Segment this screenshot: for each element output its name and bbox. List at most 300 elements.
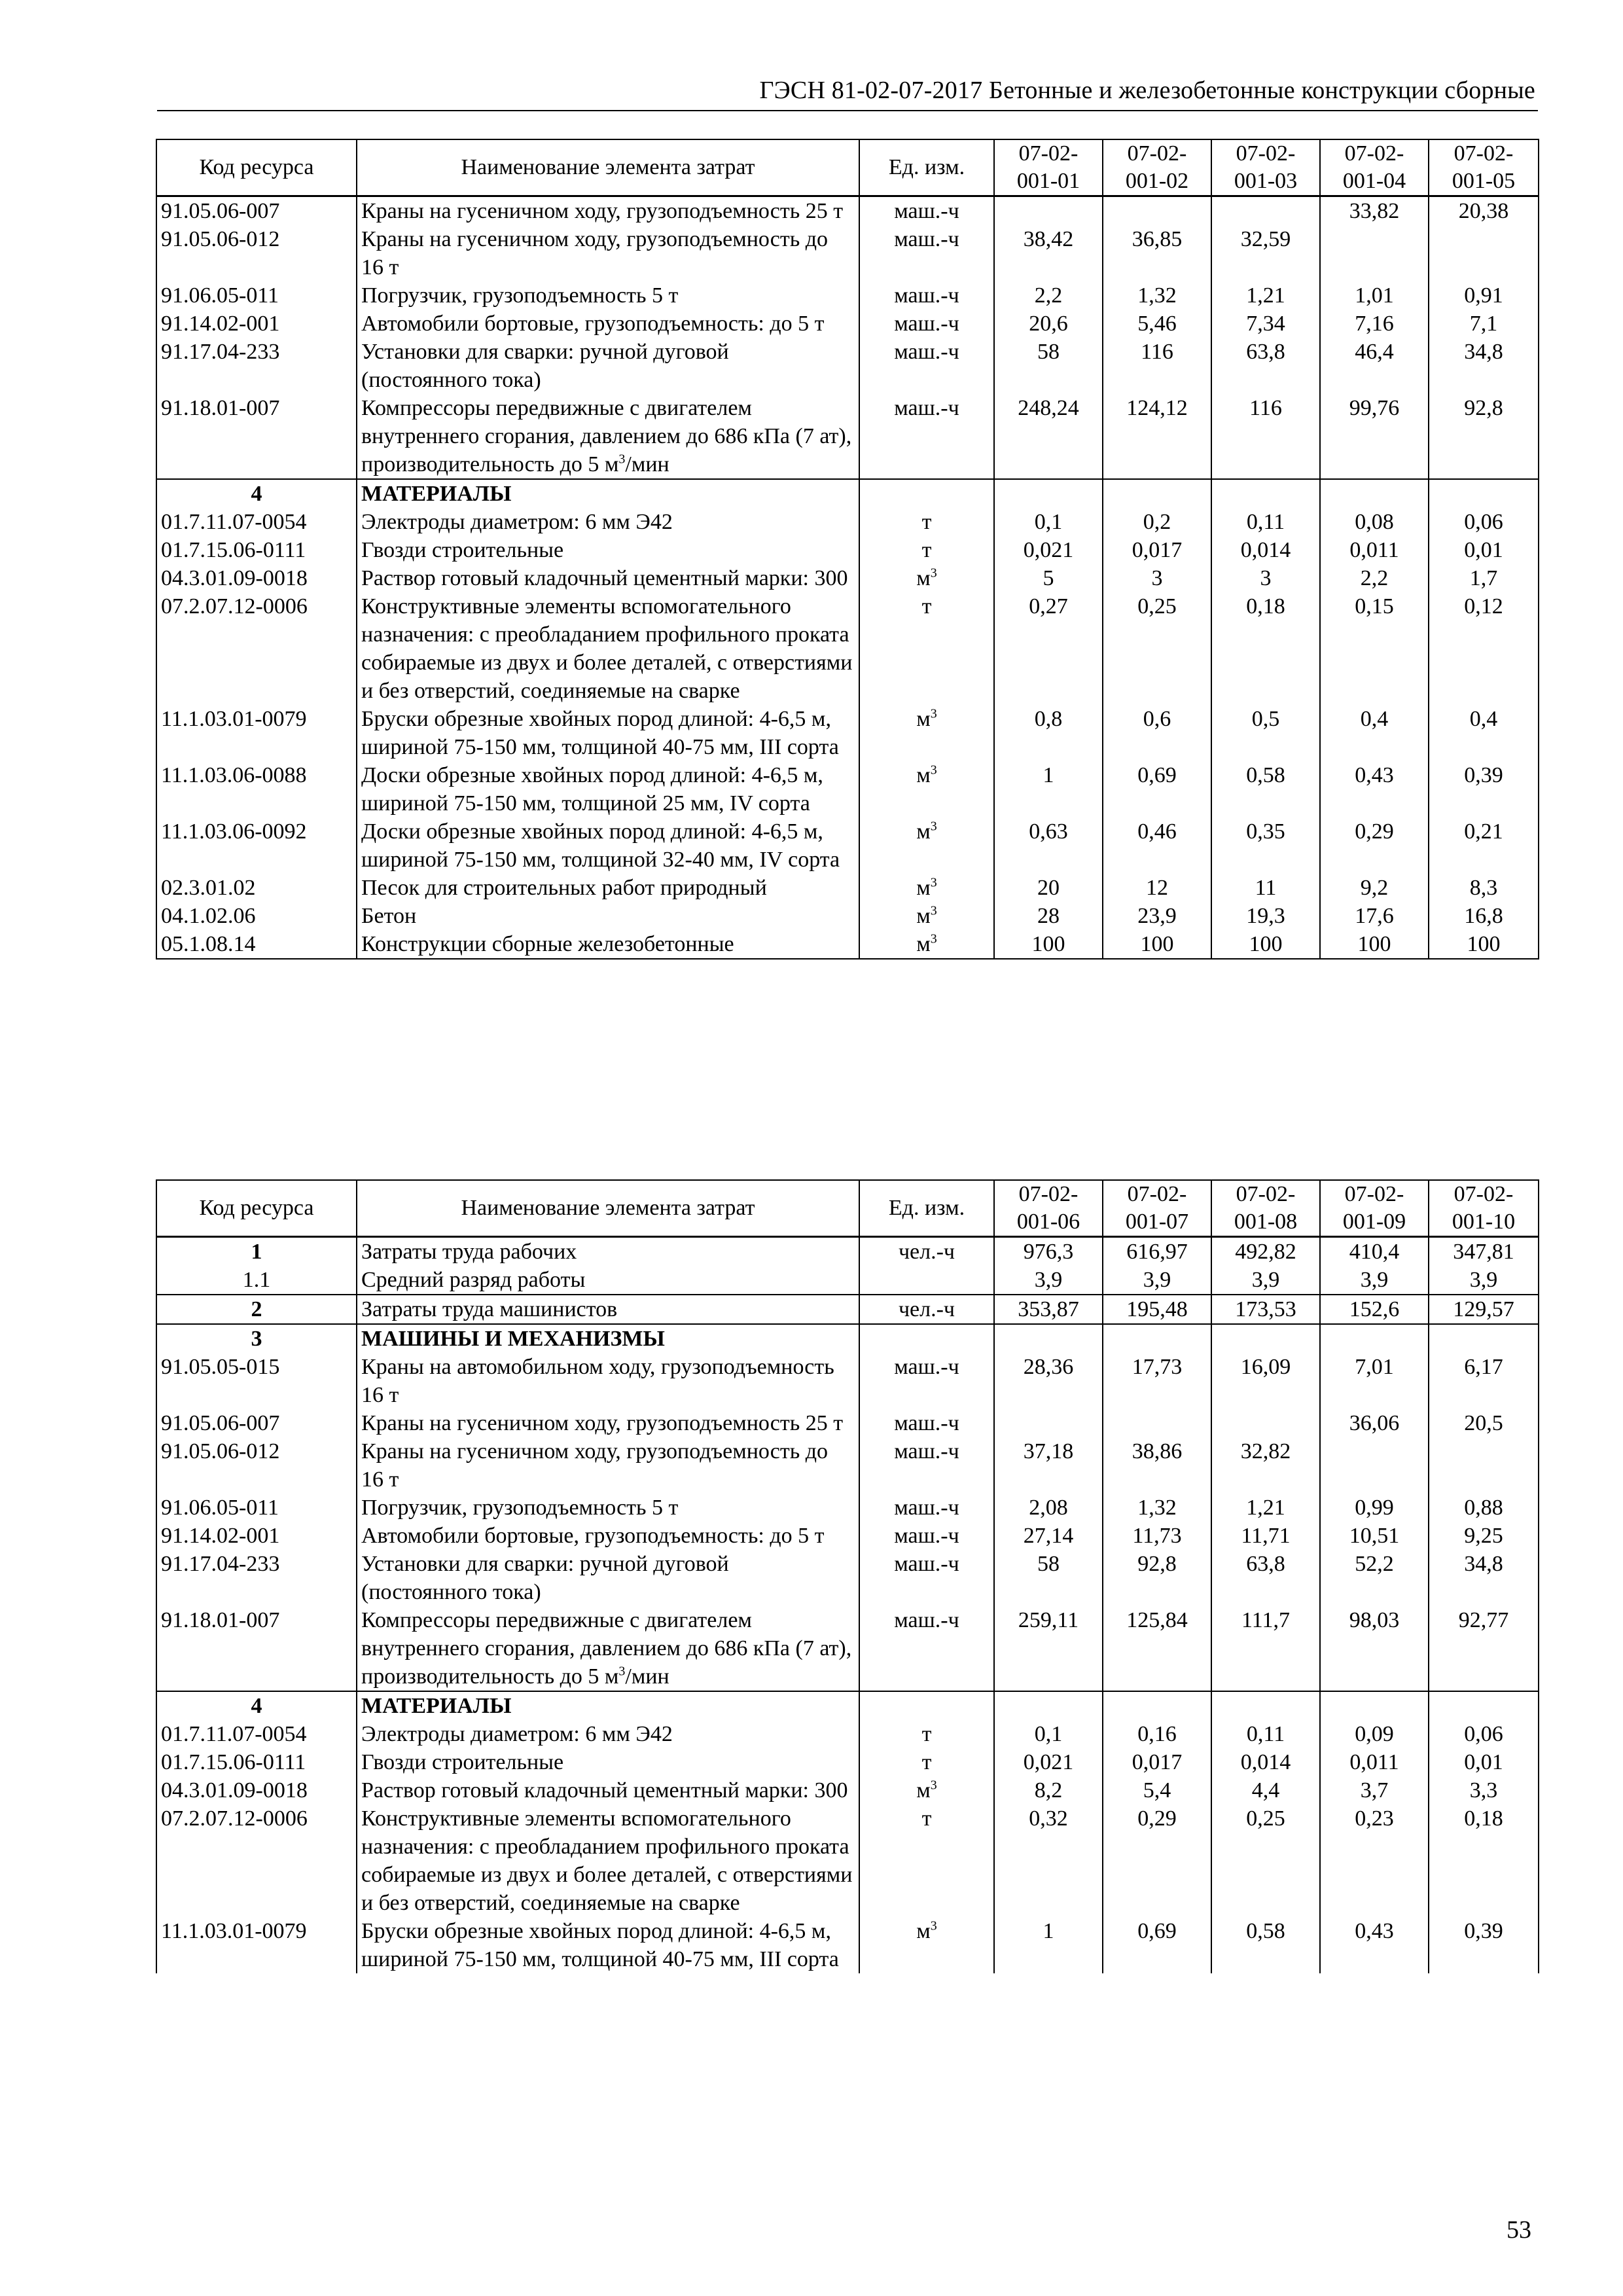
norm-value: 4,4 [1211, 1776, 1320, 1804]
table-row [156, 281, 1539, 310]
norm-value: 5 [994, 564, 1103, 592]
resource-code: 3 [156, 1324, 357, 1353]
table-row [156, 874, 1539, 902]
resource-unit: $м^3$ [859, 564, 994, 592]
table-header-row [156, 139, 1539, 196]
resource-unit: маш.-ч [859, 1437, 994, 1494]
table-row [156, 1494, 1539, 1522]
norm-value: 20,38 [1429, 196, 1539, 226]
resource-code: 2 [156, 1295, 357, 1324]
resource-name: Установки для сварки: ручной дуговой (постоянного тока) [357, 338, 859, 394]
norm-value: 99,76 [1320, 394, 1429, 479]
resource-name: Конструкции сборные железобетонные [357, 930, 859, 959]
resource-name: Электроды диаметром: 6 мм Э42 [357, 508, 859, 536]
norm-value: 0,011 [1320, 1748, 1429, 1776]
norm-value: 2,2 [1320, 564, 1429, 592]
norm-value: 27,14 [994, 1522, 1103, 1550]
norm-value [994, 196, 1103, 226]
norm-value: 125,84 [1103, 1606, 1211, 1691]
resource-unit [859, 1266, 994, 1295]
norm-value: 52,2 [1320, 1550, 1429, 1606]
norm-value: 0,25 [1103, 592, 1211, 705]
header-code: Код ресурса [156, 1180, 357, 1237]
norm-value: 33,82 [1320, 196, 1429, 226]
norm-value: 0,58 [1211, 761, 1320, 817]
table-row [156, 1550, 1539, 1606]
norm-value: 0,011 [1320, 536, 1429, 564]
norm-value: 17,6 [1320, 902, 1429, 930]
resource-code: 4 [156, 1691, 357, 1720]
resource-unit: маш.-ч [859, 1522, 994, 1550]
resource-name: МАТЕРИАЛЫ [357, 1691, 859, 1720]
resource-code: 04.3.01.09-0018 [156, 564, 357, 592]
norm-value: 0,25 [1211, 1804, 1320, 1917]
norm-value: 0,91 [1429, 281, 1539, 310]
norm-value: 38,86 [1103, 1437, 1211, 1494]
norm-value: 63,8 [1211, 338, 1320, 394]
norm-value: 3,9 [1320, 1266, 1429, 1295]
norm-value: 100 [994, 930, 1103, 959]
norm-value: 124,12 [1103, 394, 1211, 479]
table-row [156, 1295, 1539, 1324]
norm-value: 20,6 [994, 310, 1103, 338]
norm-value: 16,09 [1211, 1353, 1320, 1409]
norm-value: 173,53 [1211, 1295, 1320, 1324]
norm-value: 92,77 [1429, 1606, 1539, 1691]
table-row [156, 592, 1539, 705]
norm-value: 152,6 [1320, 1295, 1429, 1324]
norm-value [1429, 1691, 1539, 1720]
table-row [156, 1324, 1539, 1353]
norm-value: 7,34 [1211, 310, 1320, 338]
norm-value: 0,11 [1211, 1720, 1320, 1748]
resource-code: 4 [156, 479, 357, 508]
norm-value: 1,01 [1320, 281, 1429, 310]
norm-value: 9,25 [1429, 1522, 1539, 1550]
table-row [156, 1409, 1539, 1437]
resource-unit: $м^3$ [859, 761, 994, 817]
table-row [156, 508, 1539, 536]
resource-name: МАШИНЫ И МЕХАНИЗМЫ [357, 1324, 859, 1353]
norm-value: 0,69 [1103, 1917, 1211, 1973]
resource-code: 11.1.03.01-0079 [156, 705, 357, 761]
norm-value [994, 479, 1103, 508]
table-row [156, 338, 1539, 394]
norm-value: 976,3 [994, 1237, 1103, 1266]
norm-value [1320, 1324, 1429, 1353]
resource-unit: маш.-ч [859, 310, 994, 338]
norm-value: 63,8 [1211, 1550, 1320, 1606]
norm-value: 0,27 [994, 592, 1103, 705]
norm-value: 38,42 [994, 225, 1103, 281]
norm-value: 9,2 [1320, 874, 1429, 902]
resource-unit: $м^3$ [859, 705, 994, 761]
norm-value: 0,12 [1429, 592, 1539, 705]
norm-value: 1,21 [1211, 1494, 1320, 1522]
norm-value: 0,4 [1320, 705, 1429, 761]
norm-value [1211, 1409, 1320, 1437]
norm-value: 8,2 [994, 1776, 1103, 1804]
resource-name: Автомобили бортовые, грузоподъемность: до 5 т [357, 1522, 859, 1550]
resource-name: Затраты труда машинистов [357, 1295, 859, 1324]
resource-code: 04.3.01.09-0018 [156, 1776, 357, 1804]
resource-name: Раствор готовый кладочный цементный марки: 300 [357, 1776, 859, 1804]
resource-code: 91.05.06-012 [156, 225, 357, 281]
norm-value: 100 [1429, 930, 1539, 959]
norm-value: 3,9 [1429, 1266, 1539, 1295]
norm-value: 0,01 [1429, 1748, 1539, 1776]
norm-value: 100 [1320, 930, 1429, 959]
resource-unit: маш.-ч [859, 281, 994, 310]
norm-value: 0,29 [1103, 1804, 1211, 1917]
header-name: Наименование элемента затрат [357, 139, 859, 196]
resource-code: 91.17.04-233 [156, 338, 357, 394]
norm-value [1429, 1437, 1539, 1494]
norm-value: 0,01 [1429, 536, 1539, 564]
resource-unit: маш.-ч [859, 1494, 994, 1522]
table-row [156, 1522, 1539, 1550]
resource-code: 01.7.11.07-0054 [156, 1720, 357, 1748]
resource-unit [859, 479, 994, 508]
norm-value: 36,85 [1103, 225, 1211, 281]
header-unit: Ед. изм. [859, 139, 994, 196]
table-row [156, 196, 1539, 226]
norm-value: 23,9 [1103, 902, 1211, 930]
norm-value: 3,9 [994, 1266, 1103, 1295]
table-row [156, 1606, 1539, 1691]
resource-unit: маш.-ч [859, 394, 994, 479]
norm-value [1103, 1324, 1211, 1353]
document-title: ГЭСН 81-02-07-2017 Бетонные и железобетонные конструкции сборные [759, 77, 1535, 104]
norm-value [1103, 1409, 1211, 1437]
table-row [156, 902, 1539, 930]
norm-value: 92,8 [1429, 394, 1539, 479]
norm-value: 347,81 [1429, 1237, 1539, 1266]
norm-value: 1,32 [1103, 1494, 1211, 1522]
resource-code: 91.14.02-001 [156, 310, 357, 338]
norm-value: 7,01 [1320, 1353, 1429, 1409]
table-row [156, 1691, 1539, 1720]
norm-value: 492,82 [1211, 1237, 1320, 1266]
resource-name: Краны на автомобильном ходу, грузоподъемность 16 т [357, 1353, 859, 1409]
resource-unit: маш.-ч [859, 1550, 994, 1606]
norm-value: 37,18 [994, 1437, 1103, 1494]
norm-value: 1 [994, 761, 1103, 817]
norm-value [1103, 1691, 1211, 1720]
table-row [156, 1437, 1539, 1494]
header-col: 07-02- 001-10 [1429, 1180, 1539, 1237]
table-row [156, 1237, 1539, 1266]
table-row [156, 479, 1539, 508]
resource-name: Краны на гусеничном ходу, грузоподъемность 25 т [357, 1409, 859, 1437]
norm-value [1211, 1691, 1320, 1720]
norm-value [1320, 1437, 1429, 1494]
norm-value: 92,8 [1103, 1550, 1211, 1606]
norm-value: 0,15 [1320, 592, 1429, 705]
norm-value: 1 [994, 1917, 1103, 1973]
resource-unit: маш.-ч [859, 1353, 994, 1409]
resource-code: 11.1.03.06-0088 [156, 761, 357, 817]
resource-code: 91.06.05-011 [156, 1494, 357, 1522]
norm-value: 0,014 [1211, 536, 1320, 564]
table-row [156, 761, 1539, 817]
header-col: 07-02- 001-04 [1320, 139, 1429, 196]
header-col: 07-02- 001-05 [1429, 139, 1539, 196]
table-row [156, 930, 1539, 959]
norm-value: 28,36 [994, 1353, 1103, 1409]
norm-value [1429, 1324, 1539, 1353]
resource-code: 01.7.11.07-0054 [156, 508, 357, 536]
norm-value: 12 [1103, 874, 1211, 902]
resource-unit: т [859, 1804, 994, 1917]
norm-value [994, 1691, 1103, 1720]
norm-value: 46,4 [1320, 338, 1429, 394]
resource-code: 07.2.07.12-0006 [156, 592, 357, 705]
resource-unit: маш.-ч [859, 1409, 994, 1437]
norm-value: 0,021 [994, 1748, 1103, 1776]
resource-name: Краны на гусеничном ходу, грузоподъемность 25 т [357, 196, 859, 226]
resource-unit: $м^3$ [859, 874, 994, 902]
resource-name: Конструктивные элементы вспомогательного назначения: с преобладанием профильного проката собираемые из двух и более деталей, с отверстиями и без отверстий, соединяемые на сварке [357, 1804, 859, 1917]
norm-value [1211, 196, 1320, 226]
resource-name: Конструктивные элементы вспомогательного назначения: с преобладанием профильного проката собираемые из двух и более деталей, с отверстиями и без отверстий, соединяемые на сварке [357, 592, 859, 705]
resource-unit: т [859, 1748, 994, 1776]
resource-unit: $м^3$ [859, 902, 994, 930]
resource-name: Раствор готовый кладочный цементный марки: 300 [357, 564, 859, 592]
table-row [156, 1353, 1539, 1409]
norm-value: 0,43 [1320, 1917, 1429, 1973]
norm-value [1429, 479, 1539, 508]
norm-value: 0,017 [1103, 536, 1211, 564]
resource-name: Бруски обрезные хвойных пород длиной: 4-6,5 м, шириной 75-150 мм, толщиной 40-75 мм, III сорта [357, 705, 859, 761]
resource-name: Компрессоры передвижные с двигателем внутреннего сгорания, давлением до 686 кПа (7 ат), производительность до 5 $м^3$/мин [357, 1606, 859, 1691]
norm-value: 353,87 [994, 1295, 1103, 1324]
header-col: 07-02- 001-08 [1211, 1180, 1320, 1237]
norm-value: 259,11 [994, 1606, 1103, 1691]
norm-value: 0,18 [1429, 1804, 1539, 1917]
norm-value: 0,18 [1211, 592, 1320, 705]
norm-value: 0,1 [994, 1720, 1103, 1748]
resource-unit: т [859, 508, 994, 536]
norm-value: 116 [1103, 338, 1211, 394]
norm-value: 1,21 [1211, 281, 1320, 310]
resource-code: 04.1.02.06 [156, 902, 357, 930]
resource-unit [859, 1324, 994, 1353]
norm-value [1103, 196, 1211, 226]
table-row [156, 1266, 1539, 1295]
resource-code: 11.1.03.06-0092 [156, 817, 357, 874]
resource-table-2 [156, 1179, 1539, 1973]
table-row [156, 1917, 1539, 1973]
table-row [156, 225, 1539, 281]
resource-name: Гвозди строительные [357, 536, 859, 564]
norm-value: 0,23 [1320, 1804, 1429, 1917]
norm-value: 0,1 [994, 508, 1103, 536]
norm-value: 0,11 [1211, 508, 1320, 536]
norm-value: 111,7 [1211, 1606, 1320, 1691]
norm-value: 0,58 [1211, 1917, 1320, 1973]
norm-value: 0,014 [1211, 1748, 1320, 1776]
header-col: 07-02- 001-09 [1320, 1180, 1429, 1237]
resource-code: 1 [156, 1237, 357, 1266]
norm-value: 7,1 [1429, 310, 1539, 338]
resource-code: 91.06.05-011 [156, 281, 357, 310]
resource-name: Погрузчик, грузоподъемность 5 т [357, 1494, 859, 1522]
resource-code: 02.3.01.02 [156, 874, 357, 902]
page-number: 53 [1507, 2216, 1531, 2244]
norm-value: 6,17 [1429, 1353, 1539, 1409]
resource-code: 91.05.06-012 [156, 1437, 357, 1494]
header-col: 07-02- 001-07 [1103, 1180, 1211, 1237]
resource-name: Краны на гусеничном ходу, грузоподъемность до 16 т [357, 1437, 859, 1494]
resource-unit: маш.-ч [859, 225, 994, 281]
resource-unit: чел.-ч [859, 1295, 994, 1324]
norm-value: 36,06 [1320, 1409, 1429, 1437]
resource-name: Автомобили бортовые, грузоподъемность: до 5 т [357, 310, 859, 338]
norm-value: 3,7 [1320, 1776, 1429, 1804]
resource-unit: $м^3$ [859, 930, 994, 959]
norm-value: 3 [1211, 564, 1320, 592]
norm-value [994, 1409, 1103, 1437]
norm-value: 410,4 [1320, 1237, 1429, 1266]
norm-value: 1,7 [1429, 564, 1539, 592]
resource-name: Компрессоры передвижные с двигателем внутреннего сгорания, давлением до 686 кПа (7 ат), производительность до 5 $м^3$/мин [357, 394, 859, 479]
norm-value: 0,46 [1103, 817, 1211, 874]
norm-value: 0,021 [994, 536, 1103, 564]
resource-name: Гвозди строительные [357, 1748, 859, 1776]
table-row [156, 1804, 1539, 1917]
resource-unit: маш.-ч [859, 338, 994, 394]
norm-value: 0,09 [1320, 1720, 1429, 1748]
norm-value: 0,08 [1320, 508, 1429, 536]
norm-value: 16,8 [1429, 902, 1539, 930]
norm-value: 100 [1211, 930, 1320, 959]
resource-unit: чел.-ч [859, 1237, 994, 1266]
resource-code: 91.18.01-007 [156, 1606, 357, 1691]
norm-value: 58 [994, 338, 1103, 394]
norm-value: 0,21 [1429, 817, 1539, 874]
norm-value [1103, 479, 1211, 508]
norm-value [1429, 225, 1539, 281]
resource-name: Электроды диаметром: 6 мм Э42 [357, 1720, 859, 1748]
document-header [157, 72, 1538, 111]
norm-value: 7,16 [1320, 310, 1429, 338]
norm-value: 28 [994, 902, 1103, 930]
norm-value: 1,32 [1103, 281, 1211, 310]
norm-value: 0,39 [1429, 761, 1539, 817]
table-row [156, 564, 1539, 592]
table-header-row [156, 1180, 1539, 1237]
norm-value: 0,88 [1429, 1494, 1539, 1522]
header-col: 07-02- 001-06 [994, 1180, 1103, 1237]
norm-value: 2,08 [994, 1494, 1103, 1522]
norm-value: 0,017 [1103, 1748, 1211, 1776]
table-row [156, 1748, 1539, 1776]
norm-value: 0,4 [1429, 705, 1539, 761]
norm-value: 2,2 [994, 281, 1103, 310]
norm-value: 0,06 [1429, 1720, 1539, 1748]
norm-value: 0,5 [1211, 705, 1320, 761]
resource-code: 91.18.01-007 [156, 394, 357, 479]
resource-code: 91.14.02-001 [156, 1522, 357, 1550]
norm-value: 8,3 [1429, 874, 1539, 902]
norm-value: 3,9 [1211, 1266, 1320, 1295]
header-unit: Ед. изм. [859, 1180, 994, 1237]
resource-code: 91.05.06-007 [156, 1409, 357, 1437]
resource-name: Бруски обрезные хвойных пород длиной: 4-6,5 м, шириной 75-150 мм, толщиной 40-75 мм, III сорта [357, 1917, 859, 1973]
resource-unit: $м^3$ [859, 817, 994, 874]
norm-value: 248,24 [994, 394, 1103, 479]
resource-unit: т [859, 536, 994, 564]
resource-code: 07.2.07.12-0006 [156, 1804, 357, 1917]
resource-unit: $м^3$ [859, 1917, 994, 1973]
norm-value: 0,8 [994, 705, 1103, 761]
norm-value: 19,3 [1211, 902, 1320, 930]
norm-value: 17,73 [1103, 1353, 1211, 1409]
norm-value: 0,06 [1429, 508, 1539, 536]
norm-value: 0,2 [1103, 508, 1211, 536]
resource-unit [859, 1691, 994, 1720]
resource-name: Установки для сварки: ручной дуговой (постоянного тока) [357, 1550, 859, 1606]
resource-code: 91.05.06-007 [156, 196, 357, 226]
norm-value: 20 [994, 874, 1103, 902]
norm-value: 116 [1211, 394, 1320, 479]
resource-name: Бетон [357, 902, 859, 930]
resource-name: МАТЕРИАЛЫ [357, 479, 859, 508]
norm-value: 0,6 [1103, 705, 1211, 761]
resource-code: 11.1.03.01-0079 [156, 1917, 357, 1973]
norm-value: 195,48 [1103, 1295, 1211, 1324]
norm-value: 11,73 [1103, 1522, 1211, 1550]
table-row [156, 394, 1539, 479]
resource-unit: т [859, 1720, 994, 1748]
norm-value [1320, 225, 1429, 281]
resource-code: 05.1.08.14 [156, 930, 357, 959]
header-name: Наименование элемента затрат [357, 1180, 859, 1237]
norm-value: 58 [994, 1550, 1103, 1606]
norm-value: 98,03 [1320, 1606, 1429, 1691]
resource-name: Доски обрезные хвойных пород длиной: 4-6,5 м, шириной 75-150 мм, толщиной 32-40 мм, IV сорта [357, 817, 859, 874]
resource-code: 01.7.15.06-0111 [156, 1748, 357, 1776]
norm-value: 616,97 [1103, 1237, 1211, 1266]
norm-value [1211, 1324, 1320, 1353]
norm-value: 5,46 [1103, 310, 1211, 338]
norm-value [1320, 1691, 1429, 1720]
norm-value: 0,43 [1320, 761, 1429, 817]
norm-value: 3,3 [1429, 1776, 1539, 1804]
resource-name: Погрузчик, грузоподъемность 5 т [357, 281, 859, 310]
resource-unit: $м^3$ [859, 1776, 994, 1804]
header-col: 07-02- 001-01 [994, 139, 1103, 196]
norm-value: 20,5 [1429, 1409, 1539, 1437]
norm-value: 10,51 [1320, 1522, 1429, 1550]
norm-value [1211, 479, 1320, 508]
norm-value: 0,63 [994, 817, 1103, 874]
resource-unit: т [859, 592, 994, 705]
norm-value: 34,8 [1429, 338, 1539, 394]
table-row [156, 536, 1539, 564]
norm-value: 0,39 [1429, 1917, 1539, 1973]
norm-value: 32,82 [1211, 1437, 1320, 1494]
norm-value: 0,69 [1103, 761, 1211, 817]
table-row [156, 705, 1539, 761]
table-row [156, 1720, 1539, 1748]
norm-value [1320, 479, 1429, 508]
header-code: Код ресурса [156, 139, 357, 196]
norm-value: 3,9 [1103, 1266, 1211, 1295]
resource-code: 01.7.15.06-0111 [156, 536, 357, 564]
resource-name: Средний разряд работы [357, 1266, 859, 1295]
